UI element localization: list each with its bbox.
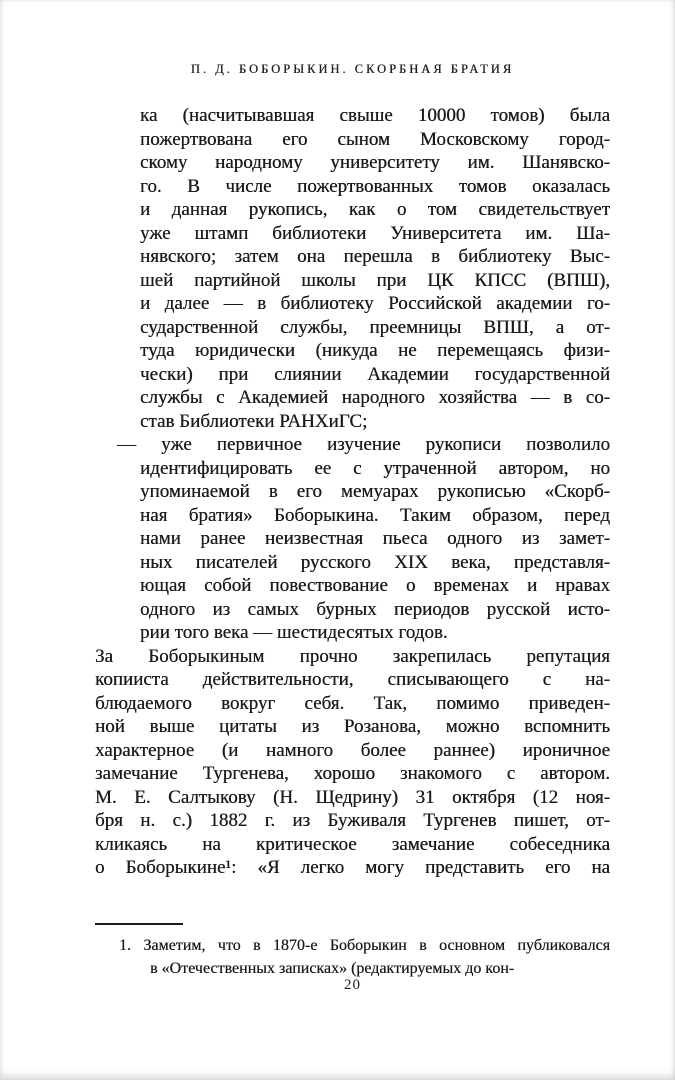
text-line: и далее — в библиотеку Российской академии го- (140, 293, 610, 314)
text-line: туда юридически (никуда не перемещаясь физи- (140, 340, 610, 361)
text-line: блюдаемого вокруг себя. Так, помимо приведен- (95, 692, 610, 714)
text-line: го. В числе пожертвованных томов оказалась (140, 175, 610, 197)
text-line: одного из самых бурных периодов русской исто- (140, 598, 610, 620)
text-line: упоминаемой в его мемуарах рукописью «Скорб- (140, 481, 610, 502)
text-line: За Боборыкиным прочно закрепилась репутация (95, 645, 610, 667)
text-line: нявского; затем она перешла в библиотеку Выс- (140, 246, 610, 267)
text-line: характерное (и намного более раннее) ироничное (95, 739, 610, 761)
text-line: шей партийной школы при ЦК КПСС (ВПШ), (140, 269, 610, 291)
main-paragraph (95, 645, 610, 880)
list-item-continuation (140, 104, 610, 433)
running-header: П. Д. БОБОРЫКИН. СКОРБНАЯ БРАТИЯ (190, 62, 515, 76)
text-line: о Боборыкине¹: «Я легко могу представить его на (95, 857, 610, 878)
text-line: ной выше цитаты из Розанова, можно вспомнить (95, 716, 610, 737)
text-line: кликаясь на критическое замечание собеседника (95, 833, 610, 855)
text-line: рии того века — шестидесятых годов. (140, 622, 448, 643)
page-number: 20 (344, 977, 361, 993)
text-line: ных писателей русского XIX века, представля- (140, 551, 610, 573)
text-line: ная братия» Боборыкина. Таким образом, перед (140, 504, 610, 526)
text-line: пожертвована его сыном Московскому город- (140, 128, 610, 150)
text-line: бря н. с.) 1882 г. из Буживаля Тургенев пишет, от- (95, 810, 610, 831)
text-line: и данная рукопись, как о том свидетельствует (140, 199, 610, 220)
text-line: идентифицировать ее с утраченной автором, но (140, 457, 610, 479)
text-line: — уже первичное изучение рукописи позволило (117, 434, 610, 455)
list-item-dash (117, 433, 610, 645)
text-line: нами ранее неизвестная пьеса одного из замет- (140, 528, 610, 549)
text-line: став Библиотеки РАНХиГС; (140, 410, 368, 432)
text-line: скому народному университету им. Шанявско- (140, 152, 610, 173)
text-line: уже штамп библиотеки Университета им. Ша- (140, 222, 610, 244)
text-line: службы с Академией народного хозяйства — в со- (140, 387, 610, 408)
text-line: замечание Тургенева, хорошо знакомого с автором. (95, 763, 610, 784)
text-line: сударственной службы, преемницы ВПШ, а от- (140, 316, 610, 338)
body-text (95, 104, 610, 880)
footnote-separator-rule (95, 923, 183, 925)
footnote (95, 934, 610, 980)
text-line: 1. Заметим, что в 1870-е Боборыкин в основном публиковался (119, 937, 610, 954)
text-line: ка (насчитывавшая свыше 10000 томов) была (140, 105, 610, 126)
text-line: М. Е. Салтыкову (Н. Щедрину) 31 октября (12 ноя- (95, 786, 610, 808)
text-line: копииста действительности, списывающего с на- (95, 669, 610, 690)
text-line: ющая собой повествование о временах и нравах (140, 575, 610, 596)
text-line: чески) при слиянии Академии государственной (140, 363, 610, 385)
text-line: в «Отечественных записках» (редактируемых до кон- (150, 960, 515, 977)
